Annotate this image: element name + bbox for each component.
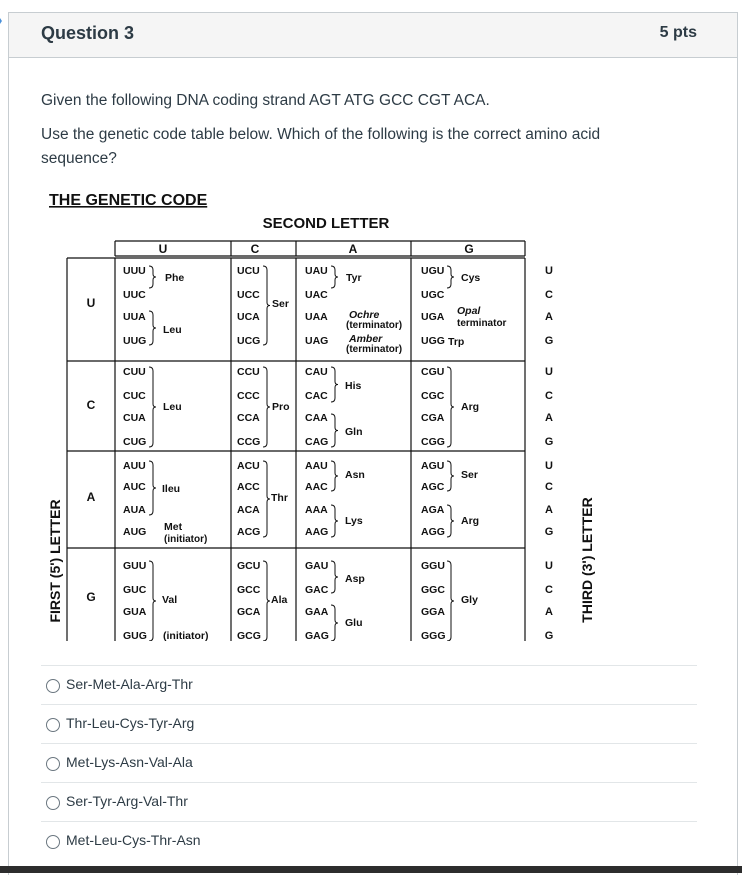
radio-button[interactable] (46, 796, 60, 810)
codon: UCU (237, 265, 260, 277)
brace (331, 461, 338, 491)
codon: GUC (123, 584, 147, 596)
codon: GAU (305, 560, 329, 572)
codon: UGC (421, 289, 445, 301)
genetic-code-title: THE GENETIC CODE (49, 192, 208, 209)
brace (149, 461, 156, 515)
initiator-label: (initiator) (164, 534, 208, 545)
second-letter-base: U (158, 242, 168, 256)
codon: CCC (237, 390, 260, 402)
amino-acid: Leu (163, 324, 182, 336)
question-prompt-dna: Given the following DNA coding strand AGT ATG GCC CGT ACA. (41, 92, 490, 109)
second-letter-base: C (250, 242, 260, 256)
codon: UAA (305, 311, 328, 323)
answer-label[interactable]: Ser-Tyr-Arg-Val-Thr (66, 793, 188, 809)
brace (331, 605, 338, 641)
third-letter-base: C (545, 584, 553, 596)
amino-acid: Thr (271, 492, 288, 504)
codon: AUA (123, 504, 146, 516)
radio-button[interactable] (46, 718, 60, 732)
brace (331, 266, 338, 288)
amino-acid: Glu (345, 617, 363, 629)
codon: ACU (237, 460, 260, 472)
brace (447, 561, 454, 641)
codon: CCA (237, 412, 260, 424)
prompt-line-a: Use the genetic code table below. Which of the following is the correct amino acid (41, 126, 601, 143)
brace (263, 266, 270, 345)
first-letter-base: A (86, 490, 96, 504)
stop-codon-label: (terminator) (346, 344, 403, 355)
prompt-line-b: sequence? (41, 150, 117, 167)
question-prompt-instruction (41, 123, 600, 171)
brace (149, 311, 156, 345)
initiator-label: (initiator) (163, 630, 209, 641)
brace (331, 367, 338, 402)
flag-icon[interactable] (0, 13, 2, 29)
third-letter-base: U (545, 265, 553, 277)
codon: AUC (123, 481, 146, 493)
first-letter-label: FIRST (5') LETTER (47, 499, 63, 623)
codon: UCG (237, 335, 261, 347)
codon: AAG (305, 526, 329, 538)
codon: UUU (123, 265, 146, 277)
third-letter-base: A (545, 311, 553, 323)
codon: CGC (421, 390, 445, 402)
second-letter-base: G (464, 242, 474, 256)
codon: GCG (237, 630, 261, 641)
third-letter-base: G (544, 335, 554, 347)
amino-acid: His (345, 380, 362, 392)
amino-acid: Asn (345, 469, 365, 481)
codon: CAG (305, 436, 329, 448)
brace (149, 561, 156, 641)
codon: UAC (305, 289, 328, 301)
third-letter-base: U (545, 366, 553, 378)
codon: CUA (123, 412, 146, 424)
answer-label[interactable]: Met-Lys-Asn-Val-Ala (66, 754, 193, 770)
brace (331, 505, 338, 537)
stop-codon-label: terminator (457, 318, 507, 329)
stop-codon-name: Ochre (349, 309, 380, 321)
codon: CGA (421, 412, 445, 424)
codon: CAA (305, 412, 328, 424)
codon: UAG (305, 335, 329, 347)
amino-acid: Arg (461, 401, 480, 413)
codon: AGA (421, 504, 445, 516)
amino-acid: Val (162, 594, 178, 606)
third-letter-base: G (544, 630, 554, 641)
codon: CCU (237, 366, 260, 378)
codon: UCA (237, 311, 260, 323)
codon: ACA (237, 504, 260, 516)
codon: UUA (123, 311, 146, 323)
brace (263, 461, 270, 537)
amino-acid: Trp (448, 336, 465, 348)
codon: UUG (123, 335, 147, 347)
question-title: Question 3 (41, 23, 135, 43)
third-letter-base: C (545, 289, 553, 301)
first-letter-base: U (86, 296, 96, 310)
answer-label[interactable]: Ser-Met-Ala-Arg-Thr (66, 676, 193, 692)
third-letter-base: A (545, 504, 553, 516)
codon: GAA (305, 606, 329, 618)
codon: CCG (237, 436, 261, 448)
genetic-code-figure (41, 181, 611, 641)
codon: GGG (421, 630, 446, 641)
codon: GGU (421, 560, 445, 572)
brace (447, 505, 454, 537)
brace (149, 367, 156, 447)
stop-codon-label: (terminator) (346, 320, 403, 331)
codon: AAC (305, 481, 328, 493)
second-letter-base: A (348, 242, 358, 256)
codon: CGG (421, 436, 445, 448)
third-letter-base: G (544, 436, 554, 448)
codon: GUU (123, 560, 147, 572)
radio-button[interactable] (46, 835, 60, 849)
second-letter-label: SECOND LETTER (262, 215, 390, 232)
amino-acid: Ileu (162, 483, 181, 495)
codon: GUA (123, 606, 147, 618)
stop-codon-name: Opal (457, 305, 481, 317)
third-letter-base: U (545, 460, 553, 472)
codon: GAG (305, 630, 329, 641)
amino-acid: Gln (345, 426, 363, 438)
third-letter-base: G (544, 526, 554, 538)
amino-acid: Pro (272, 401, 290, 413)
answer-option[interactable] (41, 704, 697, 743)
codon: CAU (305, 366, 328, 378)
question-header (9, 13, 737, 58)
answer-list (41, 665, 697, 860)
third-letter-base: A (545, 606, 553, 618)
codon: CUC (123, 390, 146, 402)
codon: AGC (421, 481, 445, 493)
codon: UCC (237, 289, 260, 301)
codon: GGC (421, 584, 445, 596)
codon: GCC (237, 584, 261, 596)
amino-acid: Phe (165, 272, 185, 284)
codon: AAA (305, 504, 328, 516)
codon: UGG (421, 335, 445, 347)
radio-button[interactable] (46, 679, 60, 693)
codon: ACC (237, 481, 260, 493)
third-letter-base: A (545, 412, 553, 424)
brace (447, 266, 454, 288)
codon: AUU (123, 460, 146, 472)
amino-acid: Gly (461, 594, 478, 606)
codon: GCA (237, 606, 261, 618)
third-letter-base: C (545, 390, 553, 402)
question-points: 5 pts (659, 24, 697, 41)
answer-label[interactable]: Met-Leu-Cys-Thr-Asn (66, 832, 201, 848)
brace (447, 461, 454, 491)
amino-acid: Ser (461, 469, 478, 481)
codon: CUG (123, 436, 147, 448)
codon: GCU (237, 560, 261, 572)
codon: GAC (305, 584, 329, 596)
amino-acid: Cys (461, 272, 481, 284)
first-letter-base: C (86, 398, 96, 412)
genetic-code-table (41, 181, 611, 641)
amino-acid: Lys (345, 515, 363, 527)
codon: UGA (421, 311, 445, 323)
brace (331, 561, 338, 593)
codon: AGG (421, 526, 445, 538)
brace (263, 561, 270, 641)
first-letter-base: G (86, 590, 96, 604)
codon: UGU (421, 265, 445, 277)
codon: AAU (305, 460, 328, 472)
brace (263, 367, 270, 447)
codon: UAU (305, 265, 328, 277)
amino-acid: Asp (345, 573, 365, 585)
codon: UUC (123, 289, 146, 301)
radio-button[interactable] (46, 757, 60, 771)
codon: CAC (305, 390, 328, 402)
stop-codon-name: Amber (349, 333, 383, 345)
brace (149, 266, 156, 288)
third-letter-base: C (545, 481, 553, 493)
codon: CGU (421, 366, 445, 378)
answer-label[interactable]: Thr-Leu-Cys-Tyr-Arg (66, 715, 195, 731)
codon: AGU (421, 460, 445, 472)
codon: AUG (123, 526, 147, 538)
codon: GUG (123, 630, 147, 641)
bottom-bar (0, 866, 742, 873)
amino-acid: Arg (461, 515, 480, 527)
third-letter-base: U (545, 560, 553, 572)
third-letter-label: THIRD (3') LETTER (579, 497, 595, 623)
codon: ACG (237, 526, 261, 538)
amino-acid: Leu (163, 401, 182, 413)
codon: CUU (123, 366, 146, 378)
amino-acid: Ala (271, 594, 288, 606)
question-card (8, 12, 738, 875)
brace (331, 414, 338, 447)
answer-option[interactable] (41, 782, 697, 821)
amino-acid: Ser (272, 298, 289, 310)
answer-option[interactable] (41, 743, 697, 782)
answer-option[interactable] (41, 821, 697, 860)
codon: GGA (421, 606, 445, 618)
amino-acid: Met (164, 521, 183, 533)
brace (447, 367, 454, 447)
answer-option[interactable] (41, 665, 697, 704)
amino-acid: Tyr (346, 272, 362, 284)
